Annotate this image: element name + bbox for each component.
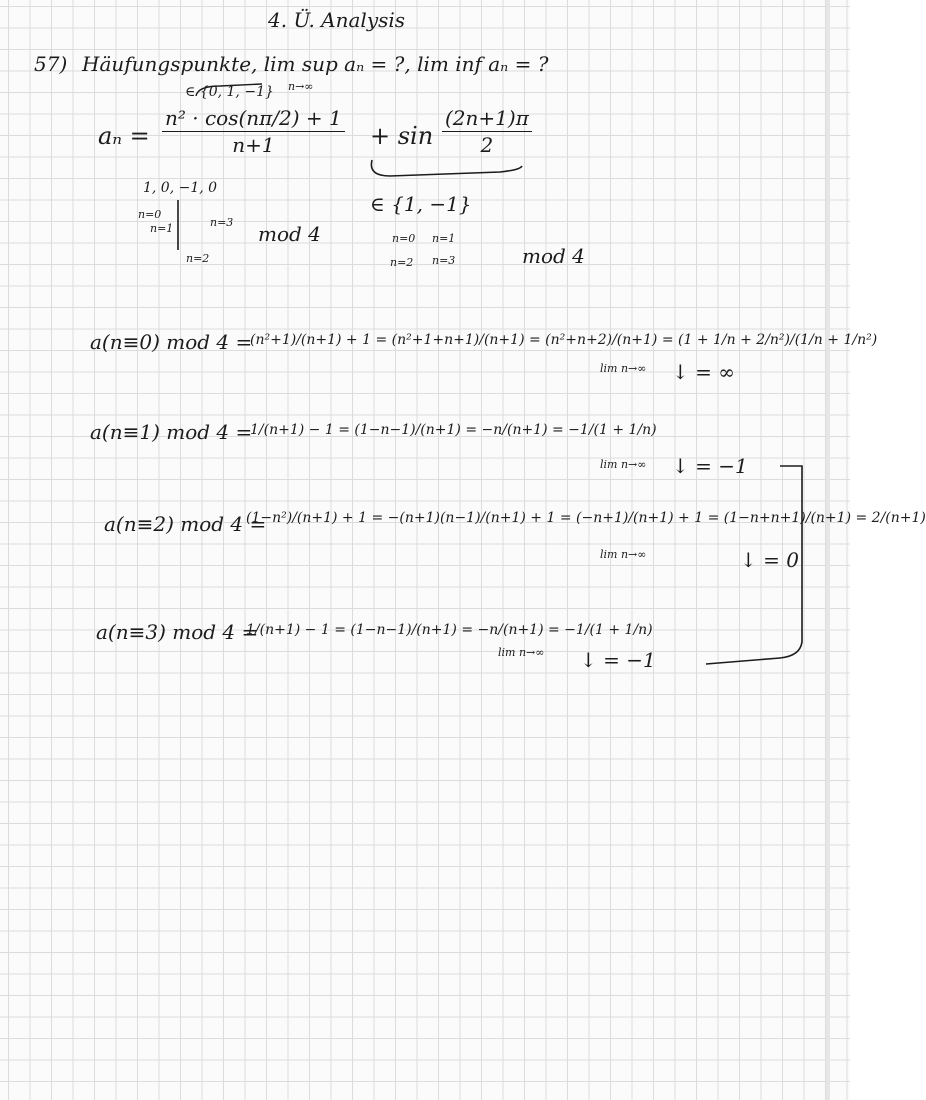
case-2-expression: (1−n²)/(n+1) + 1 = −(n+1)(n−1)/(n+1) + 1 = (−n+1)/(n+1) + 1 = (1−n+n+1)/(n+1) = 2/(n+1) (246, 510, 926, 526)
cos-mod-label: mod 4 (258, 222, 321, 246)
case-2-result: ↓ = 0 (740, 548, 799, 572)
sin-n0-label: n=0 (392, 232, 416, 245)
sin-underbrace (371, 160, 522, 176)
sin-n1-label: n=1 (432, 232, 456, 245)
cos-n3-label: n=3 (210, 216, 234, 229)
cos-n1-label: n=1 (150, 222, 174, 235)
cos-n0-label: n=0 (138, 208, 162, 221)
definition-sin-denominator: 2 (480, 133, 494, 157)
problem-task: Häufungspunkte, lim sup aₙ = ?, lim inf aₙ = ? (82, 52, 549, 76)
problem-label: 57) (34, 52, 68, 76)
problem-lim-subscript: n→∞ (288, 80, 314, 93)
case-3-lim: lim n→∞ (498, 646, 545, 659)
case-0-result: ↓ = ∞ (672, 360, 735, 384)
problem-set-note: ∈ {0, 1, −1} (185, 84, 274, 100)
sin-n3-label: n=3 (432, 254, 456, 267)
case-2-lhs: a(n≡2) mod 4 = (104, 512, 267, 536)
case-3-lhs: a(n≡3) mod 4 = (96, 620, 259, 644)
definition-sin-numerator: (2n+1)π (442, 106, 532, 132)
case-1-lim: lim n→∞ (600, 458, 647, 471)
definition-lhs: aₙ = (98, 122, 150, 150)
case-0-lim: lim n→∞ (600, 362, 647, 375)
case-3-result: ↓ = −1 (580, 648, 656, 672)
sin-mod-label: mod 4 (522, 244, 585, 268)
definition-numerator: n² · cos(nπ/2) + 1 (162, 106, 345, 132)
case-1-result: ↓ = −1 (672, 454, 748, 478)
case-2-lim: lim n→∞ (600, 548, 647, 561)
cos-values-sequence: 1, 0, −1, 0 (143, 180, 218, 196)
sin-values-set: ∈ {1, −1} (370, 192, 472, 216)
page-title: 4. Ü. Analysis (268, 8, 406, 32)
limit-grouping-bracket (706, 466, 802, 664)
case-0-expression: (n²+1)/(n+1) + 1 = (n²+1+n+1)/(n+1) = (n²+n+2)/(n+1) = (1 + 1/n + 2/n²)/(1/n + 1/n²) (250, 332, 878, 348)
case-3-expression: 1/(n+1) − 1 = (1−n−1)/(n+1) = −n/(n+1) = −1/(1 + 1/n) (246, 622, 653, 638)
definition-denominator: n+1 (232, 133, 275, 157)
cos-n2-label: n=2 (186, 252, 210, 265)
cos-overbrace (196, 84, 262, 96)
case-1-lhs: a(n≡1) mod 4 = (90, 420, 253, 444)
case-0-lhs: a(n≡0) mod 4 = (90, 330, 253, 354)
definition-sin-term: + sin (370, 122, 434, 150)
sin-n2-label: n=2 (390, 256, 414, 269)
case-1-expression: 1/(n+1) − 1 = (1−n−1)/(n+1) = −n/(n+1) = −1/(1 + 1/n) (250, 422, 657, 438)
